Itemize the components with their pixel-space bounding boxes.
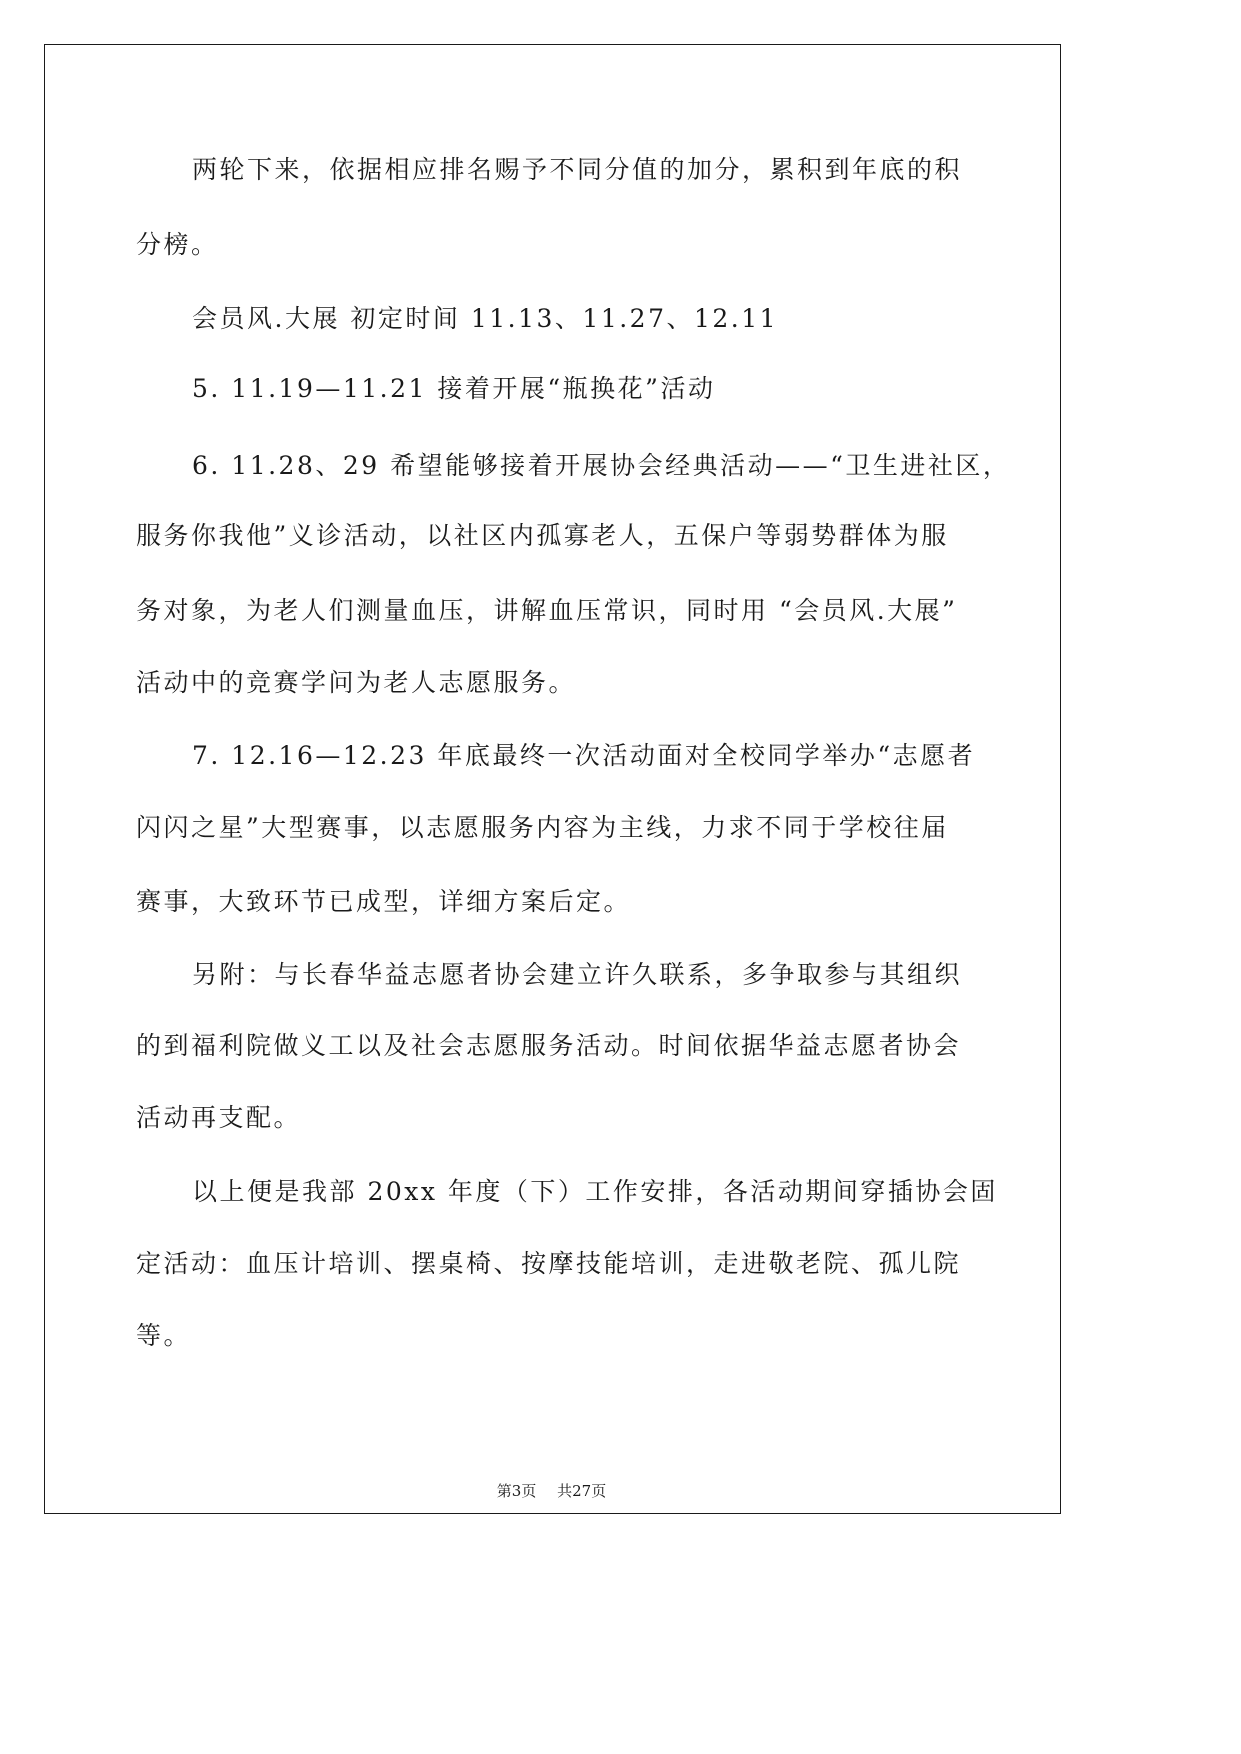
page-footer [0, 1480, 1103, 1501]
text-line: 服务你我他”义诊活动，以社区内孤寡老人，五保户等弱势群体为服 [136, 521, 949, 550]
page-border [44, 44, 1061, 1514]
page-number-current: 第3页 [496, 1482, 537, 1500]
text-line: 的到福利院做义工以及社会志愿服务活动。时间依据华益志愿者协会 [136, 1031, 962, 1060]
text-line: 活动中的竞赛学问为老人志愿服务。 [136, 668, 577, 697]
text-line: 务对象，为老人们测量血压，讲解血压常识，同时用 “会员风.大展” [136, 596, 958, 625]
text-line: 定活动：血压计培训、摆桌椅、按摩技能培训，走进敬老院、孤儿院 [136, 1249, 962, 1278]
text-line: 闪闪之星”大型赛事，以志愿服务内容为主线，力求不同于学校往届 [136, 813, 949, 842]
text-line: 两轮下来，依据相应排名赐予不同分值的加分，累积到年底的积 [192, 155, 963, 184]
text-line: 活动再支配。 [136, 1103, 302, 1132]
text-line: 分榜。 [136, 230, 219, 259]
text-line: 7. 12.16—12.23 年底最终一次活动面对全校同学举办“志愿者 [192, 741, 976, 770]
text-line: 会员风.大展 初定时间 11.13、11.27、12.11 [192, 304, 779, 333]
text-line: 另附：与长春华益志愿者协会建立许久联系，多争取参与其组织 [192, 960, 963, 989]
text-line: 6. 11.28、29 希望能够接着开展协会经典活动——“卫生进社区， [192, 451, 1011, 480]
text-line: 赛事，大致环节已成型，详细方案后定。 [136, 887, 632, 916]
text-line: 5. 11.19—11.21 接着开展“瓶换花”活动 [192, 374, 716, 403]
page-number-total: 共27页 [557, 1482, 607, 1500]
text-line: 等。 [136, 1321, 192, 1350]
text-line: 以上便是我部 20xx 年度（下）工作安排，各活动期间穿插协会固 [192, 1177, 998, 1206]
